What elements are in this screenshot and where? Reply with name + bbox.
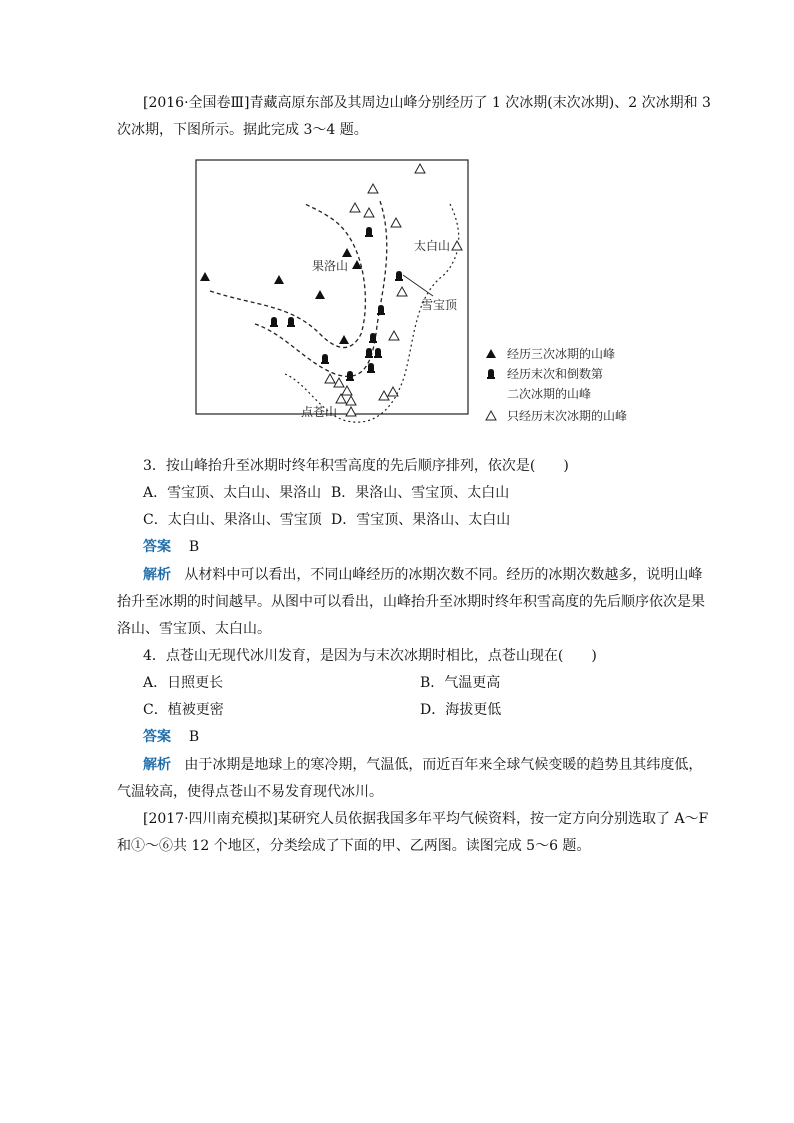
- next-intro-line-2: 和①～⑥共 12 个地区，分类绘成了下面的甲、乙两图。读图完成 5～6 题。: [117, 838, 591, 854]
- glacier-map-figure: [195, 156, 655, 450]
- q4-stem: 4．点苍山无现代冰川发育，是因为与末次冰期时相比，点苍山现在( ): [143, 648, 597, 664]
- solid-bell-icon: [270, 317, 278, 327]
- label-xuebao: 雪宝顶: [421, 298, 458, 312]
- q4-option-b: B．气温更高: [420, 675, 501, 691]
- legend-item-4: 只经历末次冰期的山峰: [507, 409, 628, 423]
- analysis-text: 由于冰期是地球上的寒冷期，气温低，而近百年来全球气候变暖的趋势且其纬度低，: [184, 757, 703, 773]
- hollow-triangle-icon: [415, 164, 425, 173]
- q3-analysis-line-1: [143, 565, 702, 585]
- hollow-triangle-icon: [346, 396, 356, 405]
- q4-option-a: A．日照更长: [143, 675, 224, 691]
- legend-item-3: 二次冰期的山峰: [507, 387, 592, 401]
- hollow-triangle-icon: [397, 287, 407, 296]
- label-guoluo: 果洛山: [312, 259, 349, 273]
- hollow-triangle-icon: [334, 378, 344, 387]
- solid-bell-icon: [377, 305, 385, 315]
- q4-answer-row: [143, 727, 199, 747]
- q3-analysis-line-2: 抬升至冰期的时间越早。从图中可以看出，山峰抬升至冰期时终年积雪高度的先后顺序依次是果: [117, 594, 705, 610]
- answer-label: 答案: [143, 539, 171, 555]
- hollow-triangle-icon: [379, 391, 389, 400]
- hollow-triangle-icon: [391, 218, 401, 227]
- analysis-label: 解析: [143, 567, 171, 583]
- q4-option-d: D．海拔更低: [420, 702, 502, 718]
- q3-option-b: B．果洛山、雪宝顶、太白山: [331, 485, 510, 501]
- solid-bell-icon: [365, 227, 373, 237]
- solid-triangle-icon: [315, 290, 325, 299]
- intro-line-1: [2016·全国卷Ⅲ]青藏高原东部及其周边山峰分别经历了 1 次冰期(末次冰期)、2 次冰期和 3: [143, 95, 711, 111]
- q4-analysis-line-2: 气温较高，使得点苍山不易发育现代冰川。: [117, 784, 383, 800]
- solid-triangle-icon: [342, 248, 352, 257]
- solid-bell-icon: [346, 371, 354, 381]
- solid-bell-icon: [287, 317, 295, 327]
- hollow-triangle-icon: [364, 208, 374, 217]
- q4-option-c: C．植被更密: [143, 702, 224, 718]
- solid-triangle-icon: [339, 335, 349, 344]
- q3-option-d: D．雪宝顶、果洛山、太白山: [331, 512, 511, 528]
- hollow-triangle-icon: [346, 407, 356, 416]
- solid-triangle-icon: [200, 272, 210, 281]
- hollow-triangle-icon: [452, 241, 462, 250]
- answer-value: B: [188, 539, 200, 555]
- answer-label: 答案: [143, 729, 171, 745]
- label-taibai: 太白山: [414, 239, 451, 253]
- solid-triangle-icon: [274, 275, 284, 284]
- solid-bell-icon: [365, 348, 373, 358]
- q3-option-a: A．雪宝顶、太白山、果洛山: [143, 485, 322, 501]
- solid-bell-icon: [367, 363, 375, 373]
- legend: [486, 346, 627, 423]
- hollow-triangle-icon: [368, 184, 378, 193]
- analysis-label: 解析: [143, 757, 171, 773]
- label-diancang: 点苍山: [301, 405, 338, 419]
- hollow-triangle-icon: [350, 203, 360, 212]
- xuebao-leader: [403, 275, 433, 296]
- answer-value: B: [188, 729, 200, 745]
- solid-bell-icon: [374, 348, 382, 358]
- hollow-triangle-icon: [389, 331, 399, 340]
- legend-item-1: 经历三次冰期的山峰: [507, 347, 616, 361]
- solid-bell-icon: [321, 354, 329, 364]
- legend-item-2: 经历末次和倒数第: [507, 367, 604, 381]
- hollow-triangle-icon: [388, 387, 398, 396]
- solid-bell-icon: [395, 271, 403, 281]
- q3-analysis-line-3: 洛山、雪宝顶、太白山。: [117, 621, 271, 637]
- intro-line-2: 次冰期，下图所示。据此完成 3～4 题。: [117, 122, 368, 138]
- q3-option-c: C．太白山、果洛山、雪宝顶: [143, 512, 322, 528]
- hollow-triangle-icon: [325, 374, 335, 383]
- next-intro-line-1: [2017·四川南充模拟]某研究人员依据我国多年平均气候资料，按一定方向分别选取了 A～F: [143, 811, 709, 827]
- q3-answer-row: [143, 537, 199, 557]
- q4-analysis-line-1: [143, 755, 702, 775]
- map-frame: [196, 160, 468, 414]
- analysis-text: 从材料中可以看出，不同山峰经历的冰期次数不同。经历的冰期次数越多，说明山峰: [184, 567, 703, 583]
- q3-stem: 3．按山峰抬升至冰期时终年积雪高度的先后顺序排列，依次是( ): [143, 458, 569, 474]
